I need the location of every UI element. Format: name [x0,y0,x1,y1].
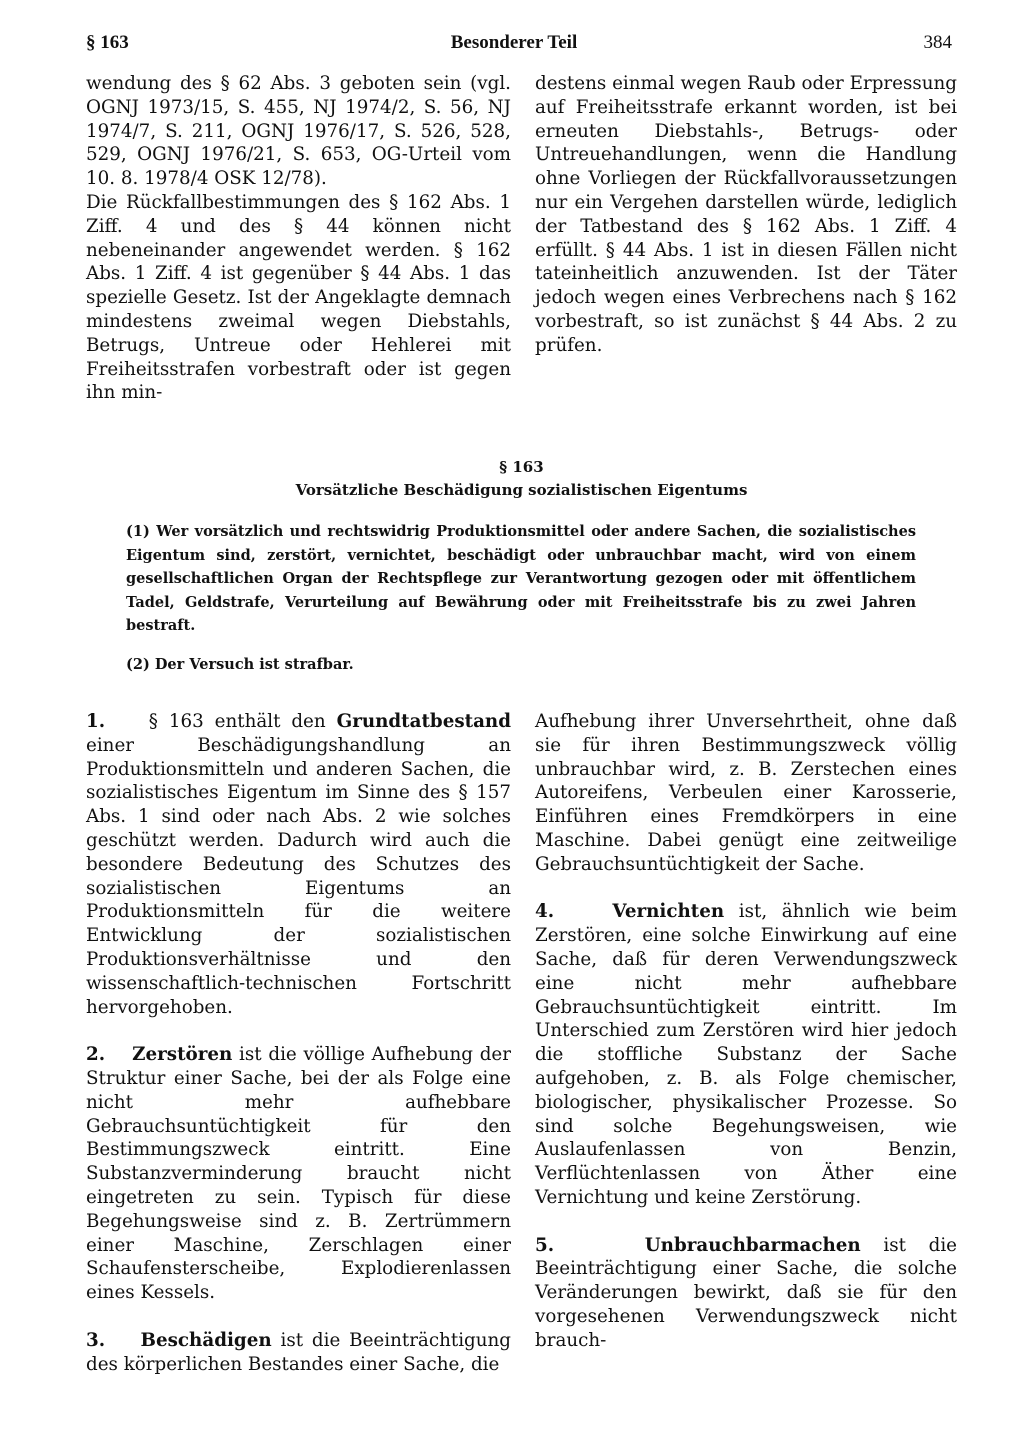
note-text: ist die Beeinträchtigung des körperlichen Bestandes einer Sache, die [86,1329,511,1375]
commentary-note-2 [86,1043,511,1305]
commentary-note-3 [86,1329,511,1377]
note-text: ist die völlige Aufhebung der Struktur einer Sache, bei der als Folge eine nicht mehr aufhebbare Gebrauchsuntüchtigkeit für den Bestimmungszweck eintritt. Eine Substanzverminderung braucht nicht eingetreten zu sein. Typisch für diese Begehungsweise sind z. B. Zertrümmern einer Maschine, Zerschlagen einer Schaufensterscheibe, Explodierenlassen eines Kessels. [86,1044,511,1304]
top-left-column [86,72,511,405]
note-number: 1. [86,711,106,732]
note-keyword: Beschädigen [140,1329,272,1351]
commentary-note-1 [86,710,511,1019]
section-title: Vorsätzliche Beschädigung sozialistischen Eigentums [295,481,748,499]
header-title: Besonderer Teil [450,32,578,53]
note-text: einer Beschädigungshandlung an Produktionsmitteln und anderen Sachen, die sozialistisches Eigentum im Sinne des § 157 Abs. 1 sind oder nach Abs. 2 wie solches geschützt werden. Dadurch wird auch die besondere Bedeutung des Schutzes des sozialistischen Eigentums an Produktionsmitteln für die weitere Entwicklung der sozialistischen Produktionsverhältnisse und den wissenschaftlich-technischen Fortschritt hervorgehoben. [86,734,511,1018]
note-number: 3. [86,1329,106,1351]
paragraph: destens einmal wegen Raub oder Erpressung auf Freiheitsstrafe erkannt worden, ist bei erneuten Diebstahls-, Betrugs- oder Untreuehandlungen, wenn die Handlung ohne Vorliegen der Rückfallvoraussetzungen nur ein Vergehen darstellen würde, lediglich der Tatbestand des § 162 Abs. 1 Ziff. 4 erfüllt. § 44 Abs. 1 ist in diesen Fällen nicht tateinheitlich anzuwenden. Ist der Täter jedoch wegen eines Verbrechens nach § 162 vorbestraft, so ist zunächst § 44 Abs. 2 zu prüfen. [535,73,957,356]
paragraph: Die Rückfallbestimmungen des § 162 Abs. 1 Ziff. 4 und des § 44 können nicht nebeneinander angewendet werden. § 162 Abs. 1 Ziff. 4 ist gegenüber § 44 Abs. 1 das spezielle Gesetz. Ist der Angeklagte demnach mindestens zweimal wegen Diebstahls, Betrugs, Untreue oder Hehlerei mit Freiheitsstrafen vorbestraft oder ist gegen ihn min- [86,191,511,404]
statute-paragraph-1: (1) Wer vorsätzlich und rechtswidrig Produktionsmittel oder andere Sachen, die sozialistisches Eigentum sind, zerstört, vernichtet, beschädigt oder unbrauchbar macht, wird von einem gesellschaftlichen Organ der Rechtspflege zur Verantwortung gezogen oder mit öffentlichem Tadel, Geldstrafe, Verurteilung auf Bewährung oder mit Freiheitsstrafe bis zu zwei Jahren bestraft. [126,523,916,634]
note-number: 4. [535,901,555,923]
note-number: 5. [535,1234,555,1256]
paragraph: wendung des § 62 Abs. 3 geboten sein (vgl. OGNJ 1973/15, S. 455, NJ 1974/2, S. 56, NJ 1974/7, S. 211, OGNJ 1976/17, S. 526, 528, 529, OGNJ 1976/21, S. 653, OG-Urteil vom 10. 8. 1978/4 OSK 12/78). [86,73,511,190]
note-text: § 163 enthält den [148,711,337,732]
header-section: § 163 [86,32,129,53]
note-keyword: Zerstören [132,1044,233,1066]
page-header [86,32,952,60]
section-heading [86,456,957,502]
note-keyword: Unbrauchbarmachen [644,1234,861,1256]
commentary-left-column [86,710,511,1376]
commentary-note-4 [535,900,957,1209]
statute-paragraph-2: (2) Der Versuch ist strafbar. [126,655,354,673]
note-text: ist die Beeinträchtigung einer Sache, die solche Veränderungen bewirkt, daß sie für den vorgesehenen Verwendungszweck nicht brauch- [535,1234,957,1351]
commentary-note-5 [535,1234,957,1353]
note-text: ist, ähnlich wie beim Zerstören, eine solche Einwirkung auf eine Sache, daß für deren Verwendungszweck eine nicht mehr aufhebbare Gebrauchsuntüchtigkeit eintritt. Im Unterschied zum Zerstören wird hier jedoch die stoffliche Substanz der Sache aufgehoben, z. B. als Folge chemischer, biologischer, physikalischer Prozesse. So sind solche Begehungsweisen, wie Auslaufenlassen von Benzin, Verflüchtenlassen von Äther eine Vernichtung und keine Zerstörung. [535,901,957,1208]
note-keyword: Grundtatbestand [336,711,511,732]
section-number: § 163 [499,458,544,476]
note-number: 2. [86,1044,106,1066]
statute-text [126,520,916,676]
top-right-column [535,72,957,358]
commentary-right-column [535,710,957,1353]
note-keyword: Vernichten [612,901,725,923]
page-number: 384 [923,32,952,53]
commentary-note-3-continued: Aufhebung ihrer Unversehrtheit, ohne daß sie für ihren Bestimmungszweck völlig unbrauchbar wird, z. B. Zerstechen eines Autoreifens, Verbeulen einer Karosserie, Einführen eines Fremdkörpers in eine Maschine. Dabei genügt eine zeitweilige Gebrauchsuntüchtigkeit der Sache. [535,711,957,875]
